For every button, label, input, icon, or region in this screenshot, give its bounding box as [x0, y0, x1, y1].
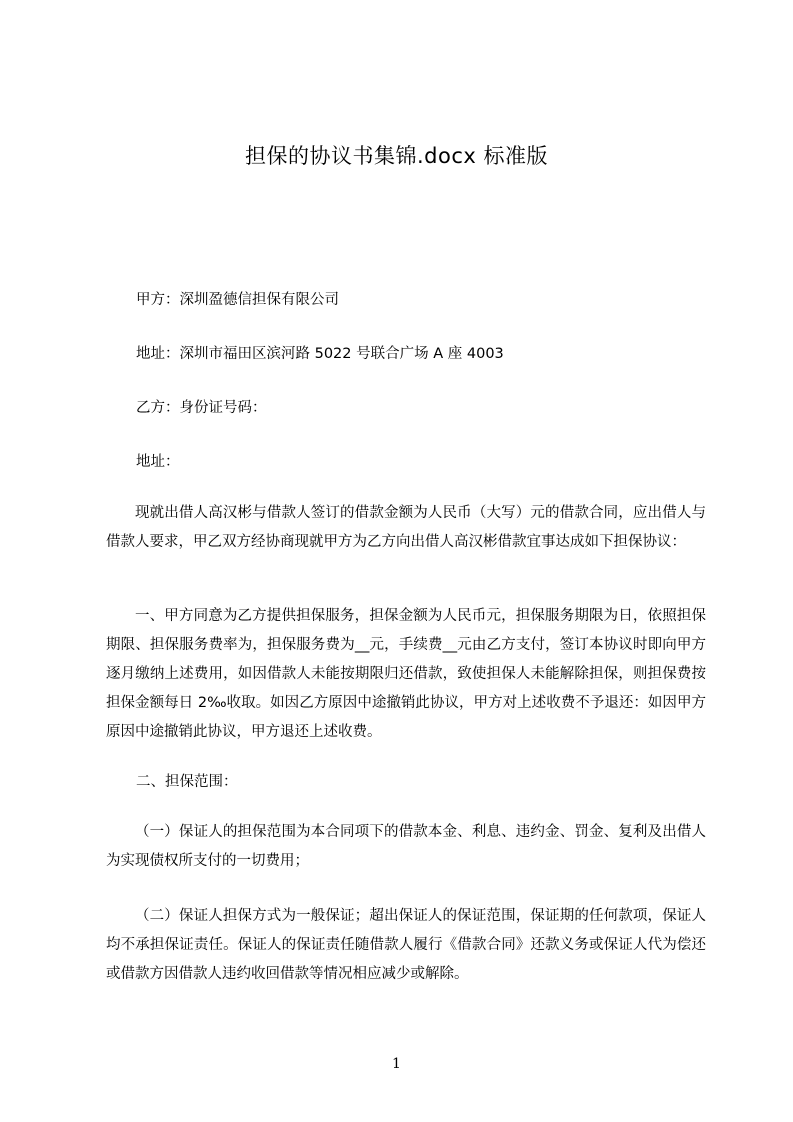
clause-2-2-paragraph: （二）保证人担保方式为一般保证；超出保证人的保证范围，保证期的任何款项，保证人均不承担保证责任。保证人的保证责任随借款人履行《借款合同》还款义务或保证人代为偿还或借款方因借款人违约收回借款等情况相应减少或解除。	[106, 908, 706, 982]
party-b-address-line: 地址：	[136, 454, 180, 470]
document-title: 担保的协议书集锦.docx 标准版	[244, 144, 548, 168]
clause-1-paragraph: 一、甲方同意为乙方提供担保服务，担保金额为人民币元，担保服务期限为日，依照担保期限、担保服务费率为，担保服务费为__元，手续费__元由乙方支付，签订本协议时即向甲方逐月缴纳上述费用，如因借款人未能按期限归还借款，致使担保人未能解除担保，则担保费按担保金额每日 2‰收取。如因乙方原因中途撤销此协议，甲方对上述收费不予退还：如因甲方原因中途撤销此协议，甲方退还上述收费。	[106, 608, 706, 740]
party-a-line: 甲方：深圳盈德信担保有限公司	[136, 292, 339, 308]
intro-paragraph: 现就出借人高汉彬与借款人签订的借款金额为人民币（大写）元的借款合同，应出借人与借款人要求，甲乙双方经协商现就甲方为乙方向出借人高汉彬借款宜事达成如下担保协议：	[106, 505, 706, 550]
clause-2-1-paragraph: （一）保证人的担保范围为本合同项下的借款本金、利息、违约金、罚金、复利及出借人为实现债权所支付的一切费用；	[106, 824, 706, 869]
party-a-address-line: 地址：深圳市福田区滨河路 5022 号联合广场 A 座 4003	[136, 346, 504, 362]
clause-2-heading: 二、担保范围：	[136, 774, 238, 790]
page-number: 1	[392, 1056, 401, 1072]
party-b-line: 乙方：身份证号码：	[136, 400, 267, 416]
